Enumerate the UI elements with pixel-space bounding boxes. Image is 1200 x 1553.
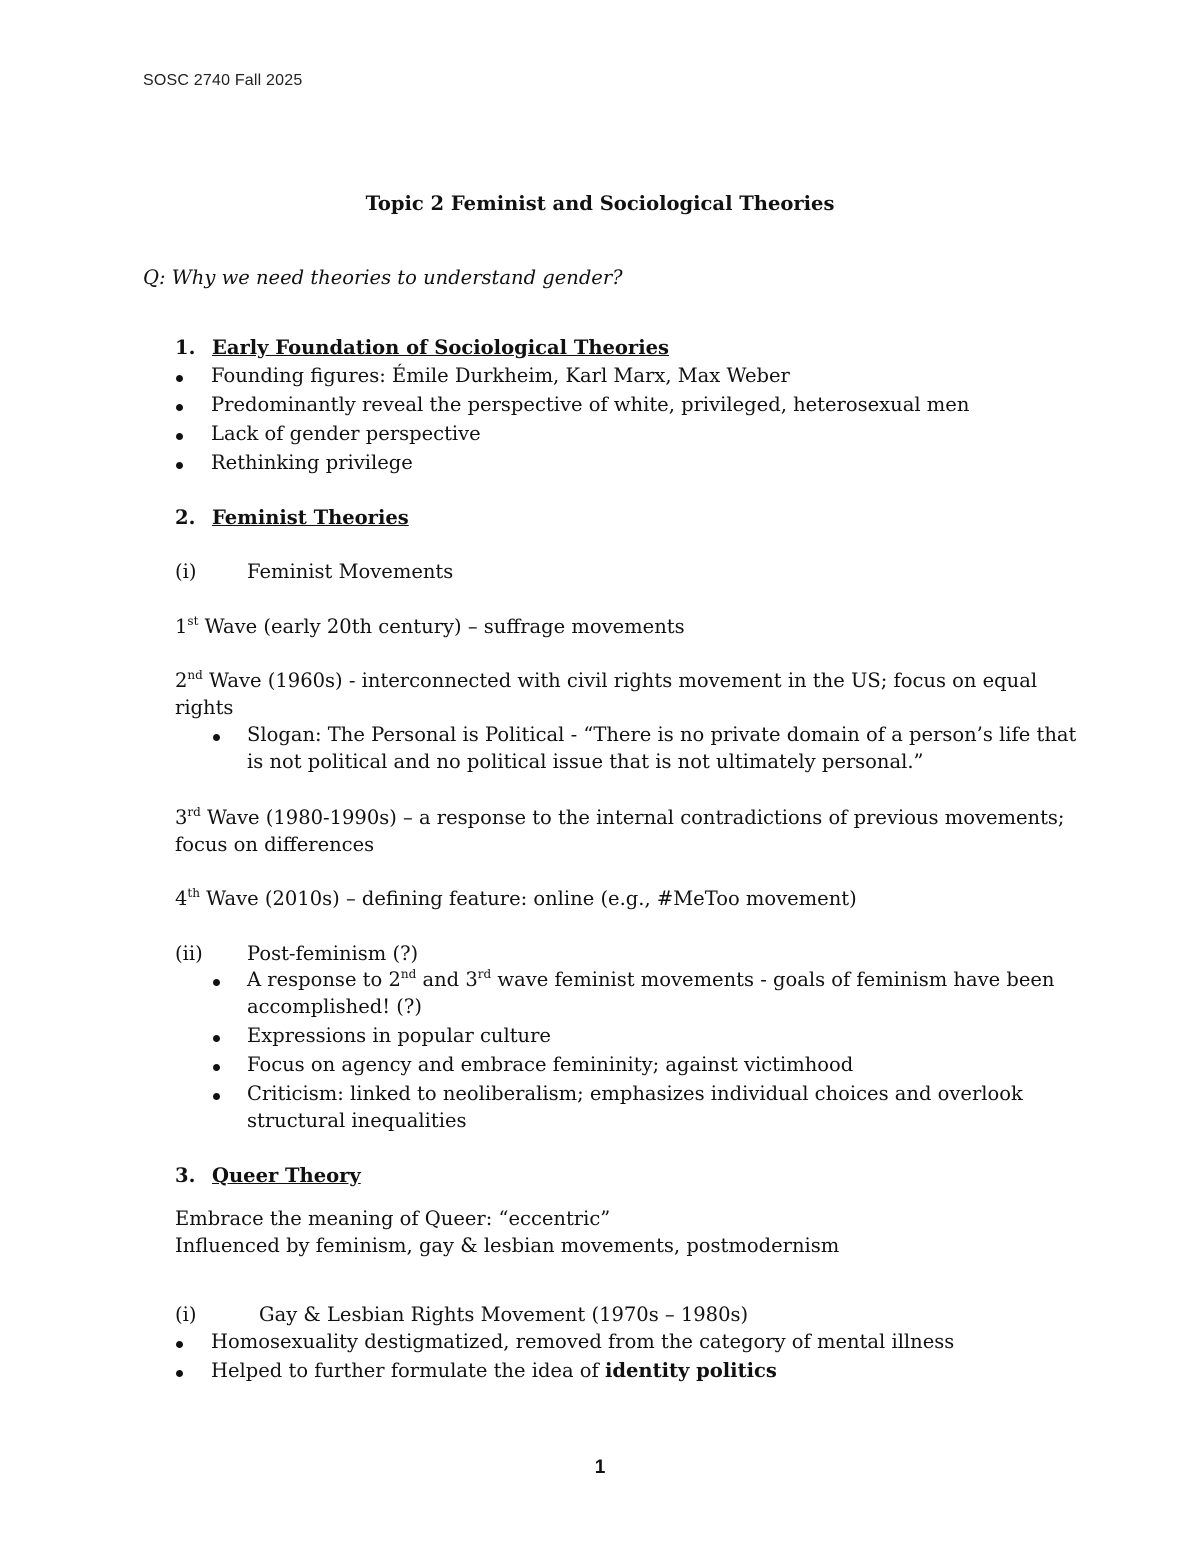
list-item-text: is not political and no political issue that is not ultimately personal.”: [247, 750, 924, 773]
bullet-icon: [213, 1064, 220, 1071]
bullet-icon: [176, 433, 183, 440]
page-title: Topic 2 Feminist and Sociological Theories: [365, 192, 835, 215]
section-number: 3.: [175, 1164, 196, 1187]
queer-influences: Influenced by feminism, gay & lesbian movements, postmodernism: [175, 1234, 840, 1257]
list-item-text: Homosexuality destigmatized, removed from the category of mental illness: [211, 1330, 955, 1353]
list-item-text: Founding figures: Émile Durkheim, Karl Marx, Max Weber: [211, 364, 790, 387]
bullet-icon: [176, 404, 183, 411]
list-item-text: Criticism: linked to neoliberalism; emphasizes individual choices and overlook: [247, 1082, 1023, 1105]
list-item-text: accomplished! (?): [247, 995, 422, 1018]
list-item-text: Helped to further formulate the idea of identity politics: [211, 1359, 777, 1382]
emphasized-term: identity politics: [604, 1359, 777, 1382]
list-item-text: Rethinking privilege: [211, 451, 413, 474]
section-3-heading: [175, 1164, 361, 1187]
bullet-icon: [176, 375, 183, 382]
bullet-icon: [213, 1035, 220, 1042]
subsection-title: Feminist Movements: [247, 560, 454, 583]
wave-4-line: 4th Wave (2010s) – defining feature: online (e.g., #MeToo movement): [175, 886, 857, 910]
subsection-title: Gay & Lesbian Rights Movement (1970s – 1980s): [259, 1303, 749, 1326]
section-number: 2.: [175, 506, 196, 529]
list-item-text: Focus on agency and embrace femininity; against victimhood: [247, 1053, 854, 1076]
bullet-icon: [176, 462, 183, 469]
bullet-icon: [213, 734, 220, 741]
subsection-numeral: (i): [175, 1303, 197, 1326]
bullet-icon: [213, 979, 220, 986]
list-item-text: Slogan: The Personal is Political - “There is no private domain of a person’s life that: [247, 723, 1077, 746]
list-item-text: Lack of gender perspective: [211, 422, 481, 445]
section-title: Early Foundation of Sociological Theories: [212, 336, 669, 359]
wave-3-line: 3rd Wave (1980-1990s) – a response to the internal contradictions of previous movements;: [175, 805, 1065, 829]
page-number: 1: [594, 1457, 606, 1478]
guiding-question: Q: Why we need theories to understand gender?: [143, 266, 623, 289]
bullet-icon: [176, 1341, 183, 1348]
section-title: Queer Theory: [212, 1164, 361, 1187]
section-title: Feminist Theories: [212, 506, 409, 529]
list-item-text: Predominantly reveal the perspective of white, privileged, heterosexual men: [211, 393, 970, 416]
wave-3-line-continued: focus on differences: [175, 833, 375, 856]
subsection-numeral: (i): [175, 560, 197, 583]
section-number: 1.: [175, 336, 196, 359]
wave-2-line: 2nd Wave (1960s) - interconnected with civil rights movement in the US; focus on equal: [175, 668, 1038, 692]
queer-definition: Embrace the meaning of Queer: “eccentric”: [175, 1207, 611, 1230]
list-item-text: structural inequalities: [247, 1109, 467, 1132]
section-1-heading: [175, 336, 669, 359]
bullet-icon: [176, 1370, 183, 1377]
running-header: SOSC 2740 Fall 2025: [143, 72, 303, 89]
bullet-icon: [213, 1093, 220, 1100]
subsection-title: Post-feminism (?): [247, 942, 419, 965]
subsection-numeral: (ii): [175, 942, 203, 965]
wave-2-line-continued: rights: [175, 696, 234, 719]
section-2-heading: [175, 506, 409, 529]
list-item-text: A response to 2nd and 3rd wave feminist movements - goals of feminism have been: [247, 967, 1055, 991]
list-item-text: Expressions in popular culture: [247, 1024, 551, 1047]
wave-1-line: 1st Wave (early 20th century) – suffrage movements: [175, 614, 685, 638]
